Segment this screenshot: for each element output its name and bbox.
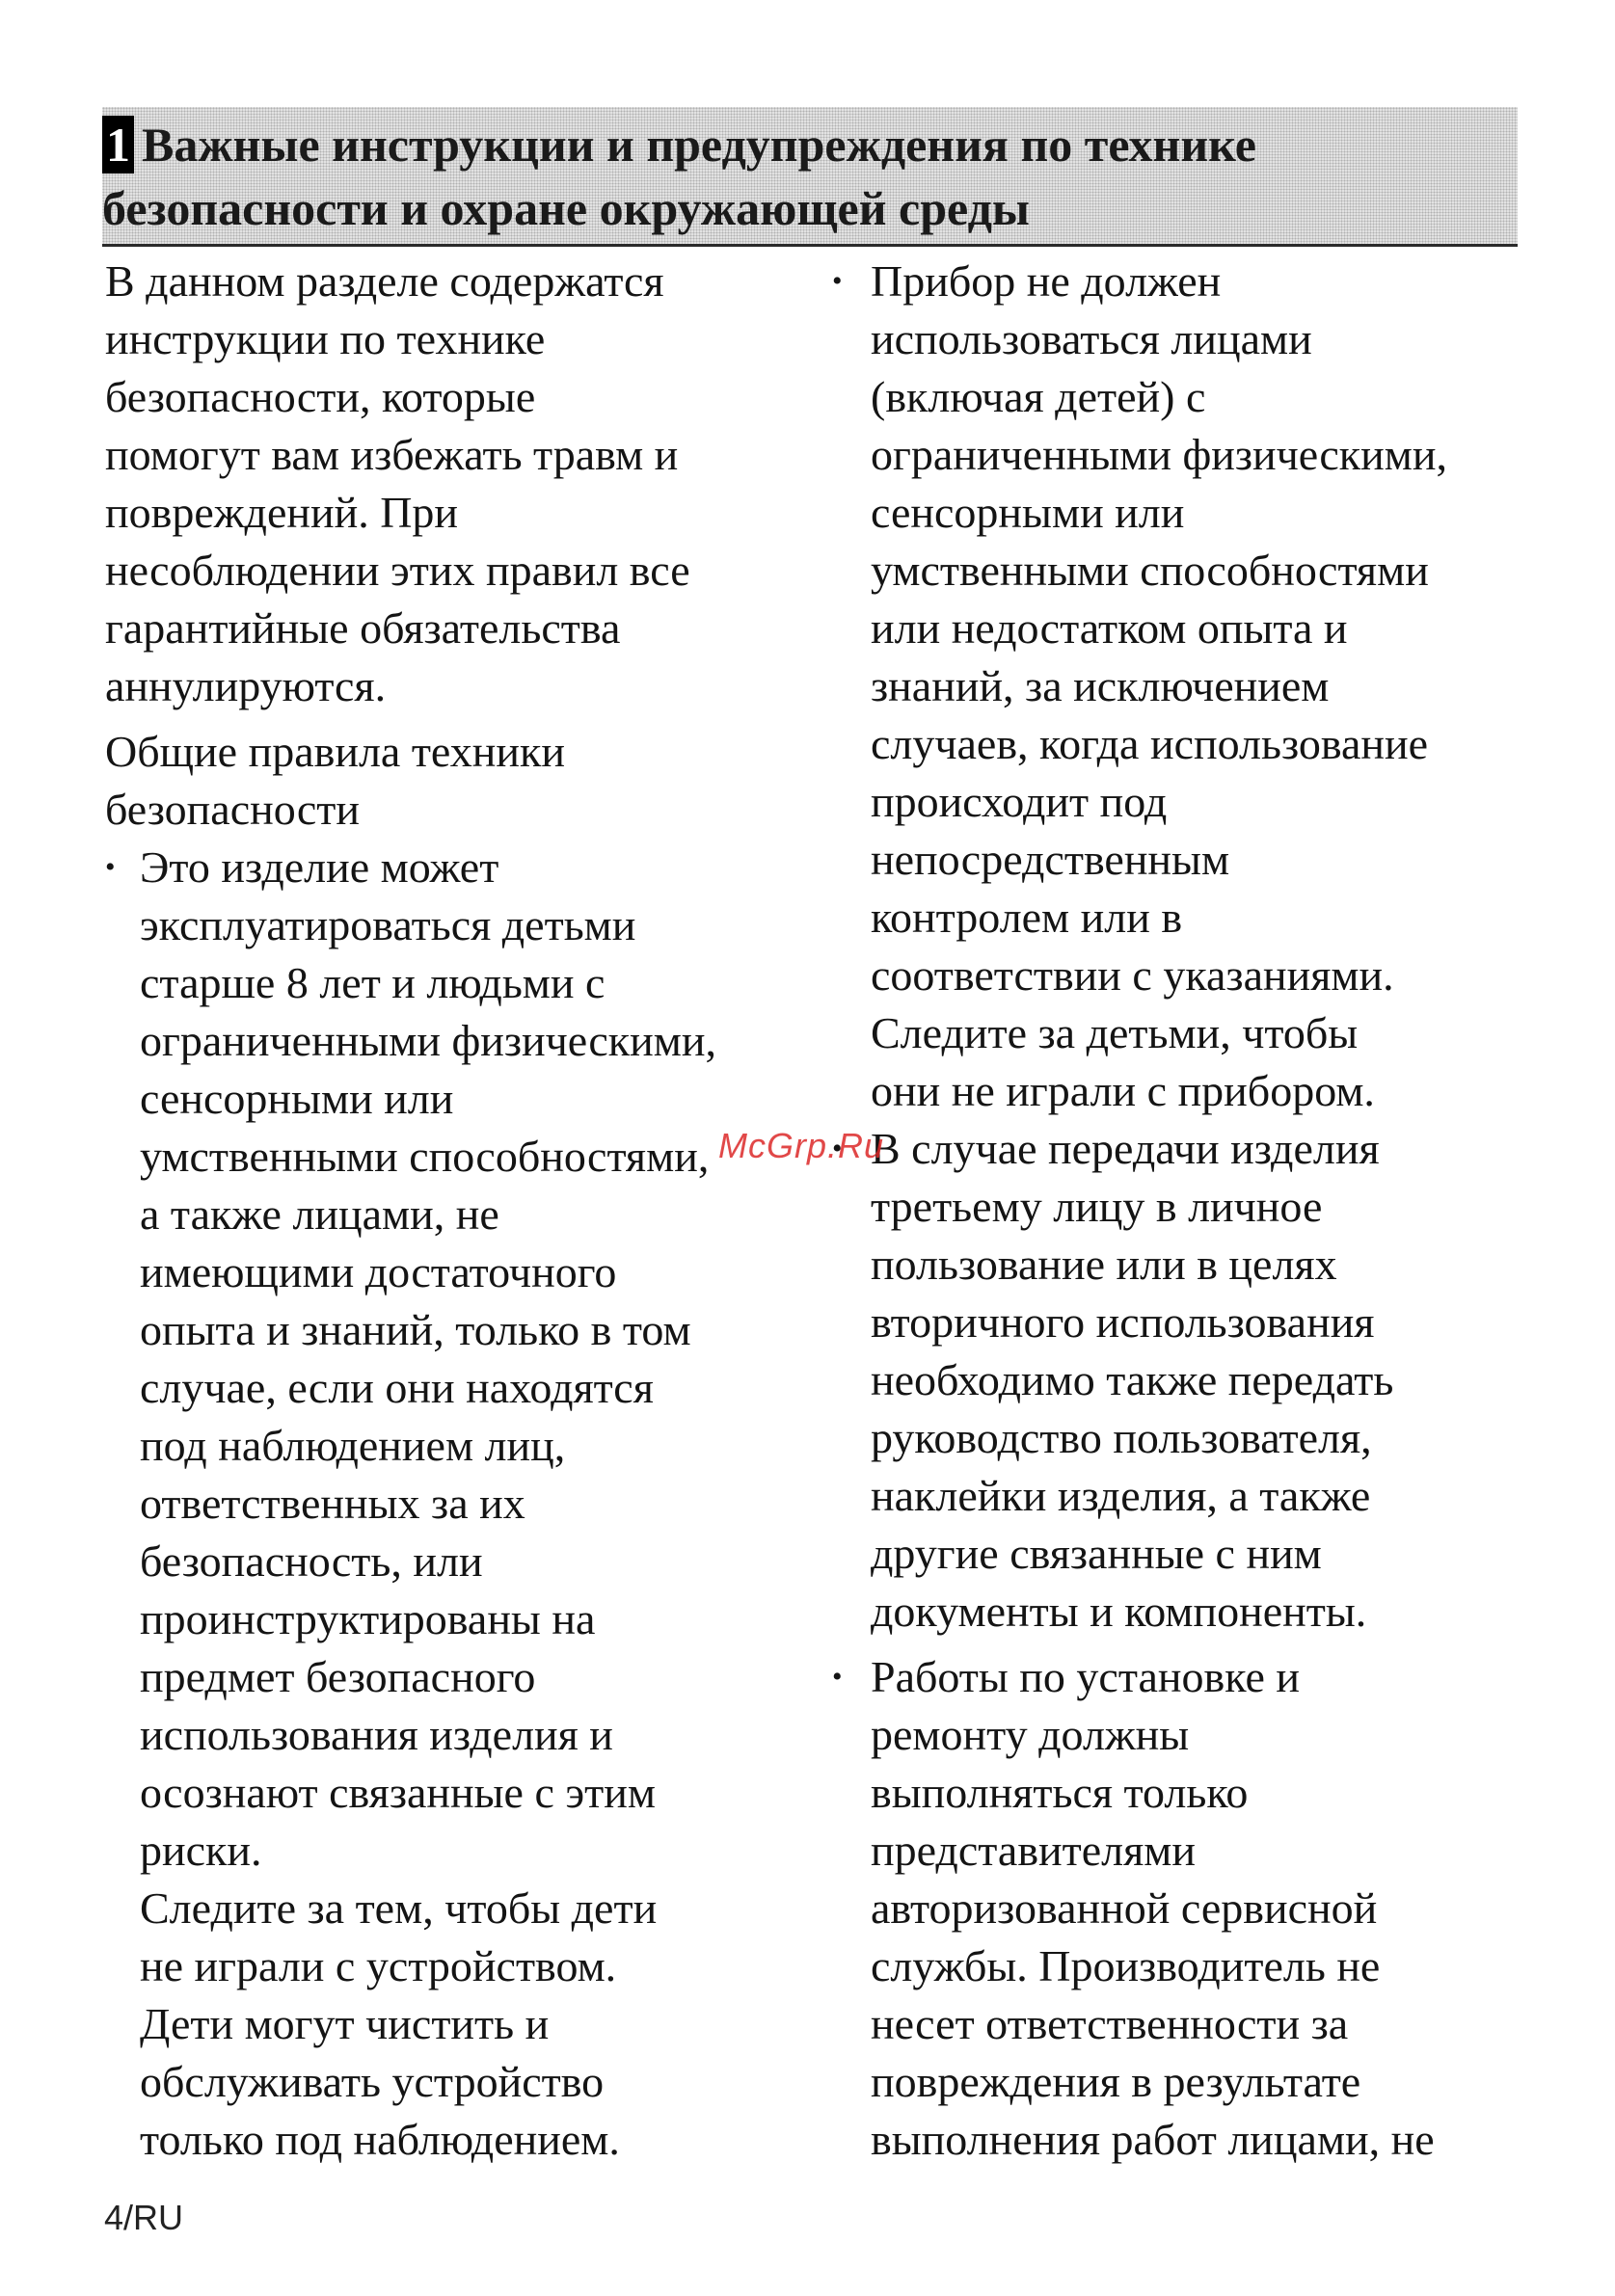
text-line: Следите за детьми, чтобы <box>871 1008 1359 1057</box>
page-number: 4/RU <box>104 2198 184 2237</box>
text-line: повреждения в результате <box>871 2057 1361 2106</box>
text-line: повреждений. При <box>105 488 459 537</box>
text-line: • Прибор не должен <box>871 256 1222 306</box>
text-line: ответственных за их <box>140 1479 525 1528</box>
text-line: несоблюдении этих правил все <box>105 546 690 595</box>
text-line: обслуживать устройство <box>140 2057 605 2106</box>
text-line: аннулируются. <box>105 661 387 710</box>
text-line: ограниченными физическими, <box>871 430 1447 479</box>
text-line: • Работы по установке и <box>871 1652 1300 1701</box>
text-line: В данном разделе содержатся <box>105 256 664 306</box>
text-line: помогут вам избежать травм и <box>105 430 679 479</box>
list-item <box>835 1120 1529 1641</box>
text-line: знаний, за исключением <box>871 661 1330 710</box>
left-bullet-list <box>105 839 799 2169</box>
text-line: эксплуатироваться детьми <box>140 900 636 949</box>
text-line: выполнения работ лицами, не <box>871 2115 1435 2164</box>
text-line: безопасности <box>105 785 361 834</box>
text-line: документы и компоненты. <box>871 1587 1367 1636</box>
text-line: несет ответственности за <box>871 1999 1349 2048</box>
text-line: не играли с устройством. <box>140 1941 617 1990</box>
section-number: 1 <box>102 116 134 174</box>
text-line: вторичного использования <box>871 1297 1375 1347</box>
text-line: умственными способностями <box>871 546 1429 595</box>
text-line: опыта и знаний, только в том <box>140 1305 691 1354</box>
text-line: • Это изделие может <box>140 842 499 892</box>
text-line: случаев, когда использование <box>871 719 1429 768</box>
text-line: случае, если они находятся <box>140 1363 654 1412</box>
text-line: использования изделия и <box>140 1710 613 1759</box>
text-line: использоваться лицами <box>871 314 1312 363</box>
text-line: представителями <box>871 1826 1197 1875</box>
watermark: McGrp.Ru <box>718 1126 885 1165</box>
text-line: ремонту должны <box>871 1710 1190 1759</box>
text-line: сенсорными или <box>140 1074 454 1123</box>
text-line: соответствии с указаниями. <box>871 950 1394 1000</box>
text-line: происходит под <box>871 777 1168 826</box>
list-item <box>835 1648 1529 2169</box>
text-line: проинструктированы на <box>140 1594 596 1643</box>
text-line: • В случае передачи изделия <box>871 1124 1380 1173</box>
right-column <box>835 253 1529 2169</box>
text-line: авторизованной сервисной <box>871 1883 1378 1933</box>
text-line: осознают связанные с этим <box>140 1768 656 1817</box>
text-line: старше 8 лет и людьми с <box>140 958 606 1007</box>
section-header <box>102 107 1518 247</box>
text-line: выполняться только <box>871 1768 1249 1817</box>
text-line: умственными способностями, <box>140 1132 710 1181</box>
text-line: службы. Производитель не <box>871 1941 1381 1990</box>
section-title-line-2: безопасности и охране окружающей среды <box>102 181 1030 235</box>
text-line: гарантийные обязательства <box>105 603 621 653</box>
text-line: предмет безопасного <box>140 1652 536 1701</box>
text-line: Следите за тем, чтобы дети <box>140 1883 658 1933</box>
text-line: имеющими достаточного <box>140 1247 617 1296</box>
text-line: третьему лицу в личное <box>871 1182 1323 1231</box>
left-column <box>105 253 799 2169</box>
text-line: необходимо также передать <box>871 1355 1394 1404</box>
list-item <box>105 839 799 2169</box>
text-line: только под наблюдением. <box>140 2115 620 2164</box>
text-line: ограниченными физическими, <box>140 1016 716 1065</box>
text-line: под наблюдением лиц, <box>140 1421 566 1470</box>
section-title <box>102 113 1518 240</box>
general-safety-heading <box>105 723 799 839</box>
text-line: (включая детей) с <box>871 372 1206 421</box>
text-line: Дети могут чистить и <box>140 1999 550 2048</box>
text-line: руководство пользователя, <box>871 1413 1372 1462</box>
text-line: инструкции по технике <box>105 314 546 363</box>
text-line: Общие правила техники <box>105 727 565 776</box>
text-line: другие связанные с ним <box>871 1529 1322 1578</box>
text-line: сенсорными или <box>871 488 1185 537</box>
text-line: безопасность, или <box>140 1536 483 1586</box>
text-line: а также лицами, не <box>140 1189 499 1239</box>
text-line: пользование или в целях <box>871 1240 1337 1289</box>
text-line: или недостатком опыта и <box>871 603 1348 653</box>
text-line: непосредственным <box>871 835 1230 884</box>
text-line: риски. <box>140 1826 262 1875</box>
section-title-line-1: Важные инструкции и предупреждения по технике <box>142 118 1256 172</box>
list-item <box>835 253 1529 1120</box>
text-line: наклейки изделия, а также <box>871 1471 1371 1520</box>
intro-paragraph <box>105 253 799 715</box>
text-line: контролем или в <box>871 893 1183 942</box>
text-line: они не играли с прибором. <box>871 1066 1375 1115</box>
right-bullet-list <box>835 253 1529 2169</box>
text-line: безопасности, которые <box>105 372 536 421</box>
